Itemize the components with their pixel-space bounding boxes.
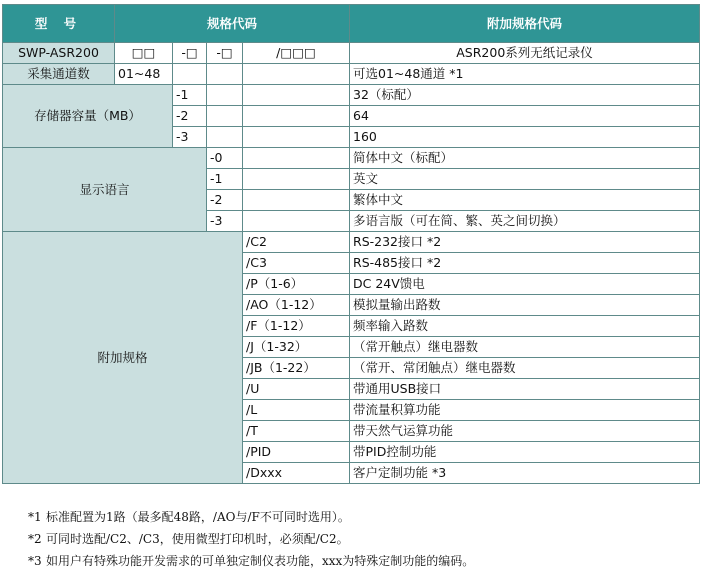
language-code-cell: -2 xyxy=(207,190,243,211)
extra-code-cell: /AO（1-12） xyxy=(243,295,350,316)
extra-desc-cell: 带天然气运算功能 xyxy=(350,421,700,442)
model-code-cell: □□ xyxy=(115,43,173,64)
model-name-cell: SWP-ASR200 xyxy=(3,43,115,64)
footnote xyxy=(10,528,474,550)
language-label-cell: 显示语言 xyxy=(3,148,207,232)
extra-code-cell: /T xyxy=(243,421,350,442)
footnote xyxy=(10,506,474,528)
empty-cell xyxy=(243,106,350,127)
empty-cell xyxy=(207,85,243,106)
model-code-cell: -□ xyxy=(173,43,207,64)
footnote xyxy=(10,550,474,572)
empty-cell xyxy=(243,148,350,169)
storage-desc-cell: 32（标配） xyxy=(350,85,700,106)
extra-desc-cell: RS-485接口 *2 xyxy=(350,253,700,274)
empty-cell xyxy=(243,85,350,106)
extra-desc-cell: 带PID控制功能 xyxy=(350,442,700,463)
extra-label-cell: 附加规格 xyxy=(3,232,243,484)
model-code-cell: -□ xyxy=(207,43,243,64)
empty-cell xyxy=(207,127,243,148)
extra-row xyxy=(3,232,700,253)
footnote-mark: *2 xyxy=(28,532,42,546)
footnote-text: 标准配置为1路（最多配48路，/AO与/F不可同时选用）。 xyxy=(46,510,350,524)
extra-code-cell: /C2 xyxy=(243,232,350,253)
empty-cell xyxy=(243,64,350,85)
extra-desc-cell: RS-232接口 *2 xyxy=(350,232,700,253)
extra-code-cell: /J（1-32） xyxy=(243,337,350,358)
extra-code-cell: /JB（1-22） xyxy=(243,358,350,379)
extra-desc-cell: （常开触点）继电器数 xyxy=(350,337,700,358)
header-spec-code: 规格代码 xyxy=(115,5,350,43)
language-desc-cell: 简体中文（标配） xyxy=(350,148,700,169)
footnote-text: 可同时选配/C2、/C3，使用微型打印机时，必须配/C2。 xyxy=(46,532,349,546)
footnote-mark: *3 xyxy=(28,554,42,568)
extra-desc-cell: 频率输入路数 xyxy=(350,316,700,337)
language-desc-cell: 繁体中文 xyxy=(350,190,700,211)
extra-desc-cell: 带通用USB接口 xyxy=(350,379,700,400)
spec-table xyxy=(2,4,700,484)
language-code-cell: -0 xyxy=(207,148,243,169)
empty-cell xyxy=(173,64,207,85)
language-code-cell: -3 xyxy=(207,211,243,232)
storage-desc-cell: 64 xyxy=(350,106,700,127)
extra-code-cell: /C3 xyxy=(243,253,350,274)
empty-cell xyxy=(207,64,243,85)
storage-desc-cell: 160 xyxy=(350,127,700,148)
language-desc-cell: 英文 xyxy=(350,169,700,190)
storage-code-cell: -2 xyxy=(173,106,207,127)
extra-desc-cell: 客户定制功能 *3 xyxy=(350,463,700,484)
header-extra-spec-code: 附加规格代码 xyxy=(350,5,700,43)
storage-code-cell: -3 xyxy=(173,127,207,148)
header-model: 型 号 xyxy=(3,5,115,43)
storage-row xyxy=(3,85,700,106)
extra-desc-cell: （常开、常闭触点）继电器数 xyxy=(350,358,700,379)
extra-code-cell: /U xyxy=(243,379,350,400)
footnote-mark: *1 xyxy=(28,510,42,524)
extra-desc-cell: 模拟量输出路数 xyxy=(350,295,700,316)
empty-cell xyxy=(243,190,350,211)
language-code-cell: -1 xyxy=(207,169,243,190)
channels-label-cell: 采集通道数 xyxy=(3,64,115,85)
language-desc-cell: 多语言版（可在简、繁、英之间切换） xyxy=(350,211,700,232)
extra-desc-cell: 带流量积算功能 xyxy=(350,400,700,421)
extra-code-cell: /PID xyxy=(243,442,350,463)
model-row xyxy=(3,43,700,64)
extra-desc-cell: DC 24V馈电 xyxy=(350,274,700,295)
extra-code-cell: /F（1-12） xyxy=(243,316,350,337)
footnotes xyxy=(10,506,474,572)
empty-cell xyxy=(207,106,243,127)
extra-code-cell: /L xyxy=(243,400,350,421)
empty-cell xyxy=(243,127,350,148)
model-desc-cell: ASR200系列无纸记录仪 xyxy=(350,43,700,64)
model-code-cell: /□□□ xyxy=(243,43,350,64)
extra-code-cell: /P（1-6） xyxy=(243,274,350,295)
language-row xyxy=(3,148,700,169)
storage-code-cell: -1 xyxy=(173,85,207,106)
channels-code-cell: 01~48 xyxy=(115,64,173,85)
empty-cell xyxy=(243,211,350,232)
storage-label-cell: 存储器容量（MB） xyxy=(3,85,173,148)
spec-table-body xyxy=(3,5,700,484)
empty-cell xyxy=(243,169,350,190)
channels-desc-cell: 可选01~48通道 *1 xyxy=(350,64,700,85)
channels-row xyxy=(3,64,700,85)
extra-code-cell: /Dxxx xyxy=(243,463,350,484)
footnote-text: 如用户有特殊功能开发需求的可单独定制仪表功能，xxx为特殊定制功能的编码。 xyxy=(46,554,475,568)
header-row xyxy=(3,5,700,43)
